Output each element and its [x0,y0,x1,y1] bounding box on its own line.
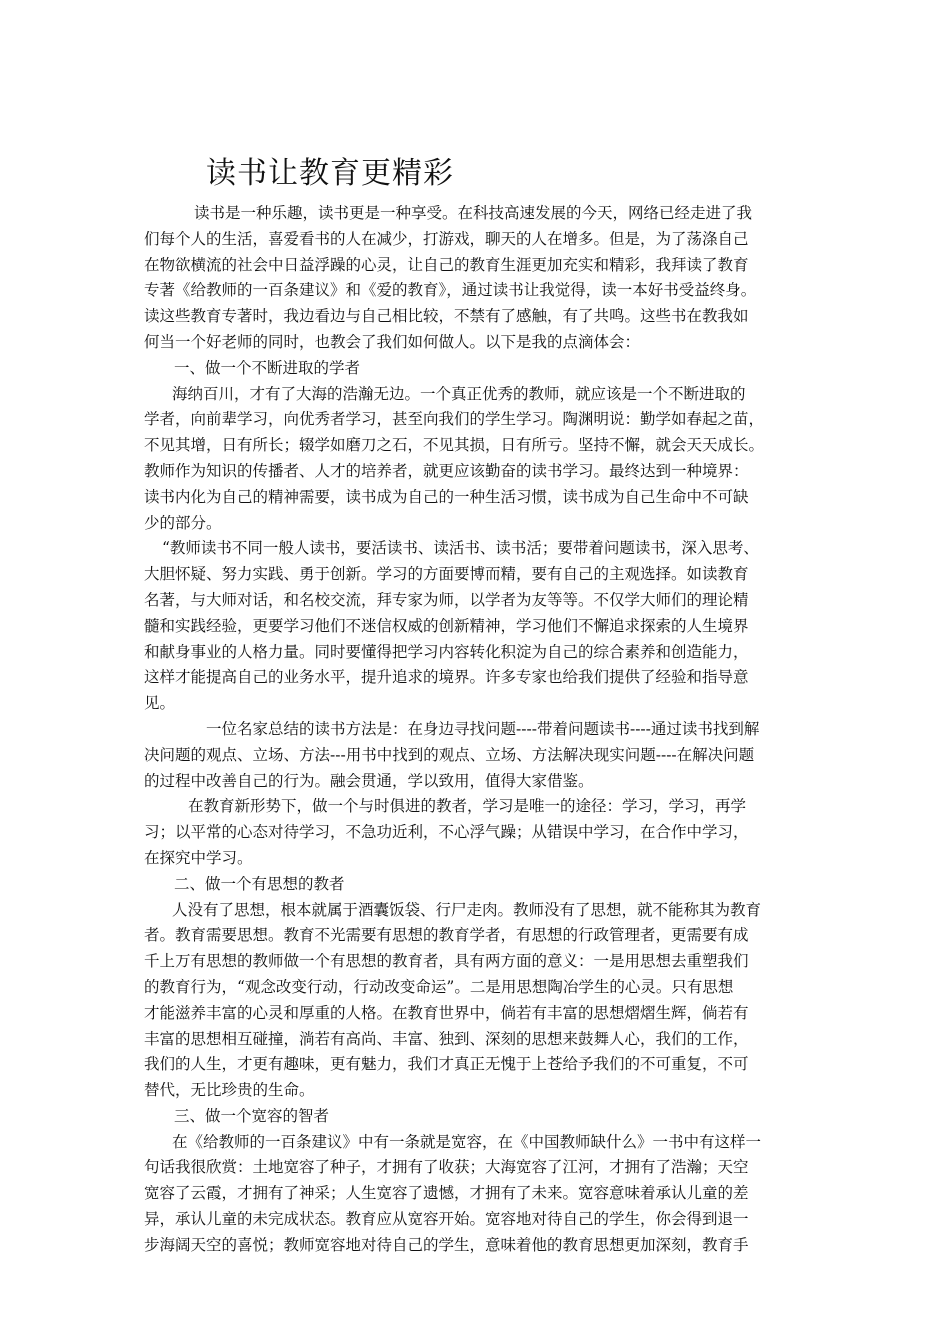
text-line: 二、做一个有思想的教者 [174,874,345,893]
text-line: 宽容了云霞，才拥有了神采；人生宽容了遗憾，才拥有了未来。宽容意味着承认儿童的差 [144,1184,749,1203]
text-line: 见。 [144,694,176,713]
text-line: 者。教育需要思想。教育不光需要有思想的教育学者，有思想的行政管理者，更需要有成 [144,926,749,945]
text-line: 专著《给教师的一百条建议》和《爱的教育》，通过读书让我觉得，读一本好书受益终身。 [144,281,757,300]
text-line: 学者，向前辈学习，向优秀者学习，甚至向我们的学生学习。陶渊明说：勤学如春起之苗， [144,410,765,429]
text-line: 们每个人的生活，喜爱看书的人在减少，打游戏，聊天的人在增多。但是，为了荡涤自己 [144,229,749,248]
text-line: 的教育行为，“观念改变行动，行动改变命运”。二是用思想陶冶学生的心灵。只有思想 [144,977,734,996]
text-line: 丰富的思想相互碰撞，淌若有高尚、丰富、独到、深刻的思想来鼓舞人心，我们的工作， [144,1029,749,1048]
document-body [144,201,808,1259]
text-line: 一、做一个不断进取的学者 [174,358,361,377]
text-line: 髓和实践经验，更要学习他们不迷信权威的创新精神，学习他们不懈追求探索的人生境界 [144,616,749,635]
text-line: 决问题的观点、立场、方法---用书中找到的观点、立场、方法解决现实问题----在解决问题 [144,745,755,764]
text-line: “教师读书不同一般人读书，要活读书、读活书、读书活；要带着问题读书，深入思考、 [162,539,759,558]
text-line: 这样才能提高自己的业务水平，提升追求的境界。许多专家也给我们提供了经验和指导意 [144,668,749,687]
text-line: 习；以平常的心态对待学习，不急功近利，不心浮气躁；从错误中学习，在合作中学习， [144,823,749,842]
text-line: 才能滋养丰富的心灵和厚重的人格。在教育世界中，倘若有丰富的思想熠熠生辉，倘若有 [144,1003,749,1022]
text-line: 句话我很欣赏：土地宽容了种子，才拥有了收获；大海宽容了江河，才拥有了浩瀚；天空 [144,1158,749,1177]
text-line: 海纳百川，才有了大海的浩瀚无边。一个真正优秀的教师，就应该是一个不断进取的 [172,384,746,403]
text-line: 何当一个好老师的同时，也教会了我们如何做人。以下是我的点滴体会： [144,332,641,351]
document-title: 读书让教育更精彩 [206,156,454,191]
text-line: 千上万有思想的教师做一个有思想的教育者，具有两方面的意义：一是用思想去重塑我们 [144,952,749,971]
text-line: 大胆怀疑、努力实践、勇于创新。学习的方面要博而精，要有自己的主观选择。如读教育 [144,565,749,584]
text-line: 名著，与大师对话，和名校交流，拜专家为师，以学者为友等等。不仅学大师们的理论精 [144,590,749,609]
text-line: 在物欲横流的社会中日益浮躁的心灵，让自己的教育生涯更加充实和精彩，我拜读了教育 [144,255,749,274]
text-line: 和献身事业的人格力量。同时要懂得把学习内容转化积淀为自己的综合素养和创造能力， [144,642,749,661]
text-line: 一位名家总结的读书方法是：在身边寻找问题----带着问题读书----通过读书找到解 [206,719,760,738]
text-line: 三、做一个宽容的智者 [174,1106,330,1125]
text-line: 在探究中学习。 [144,848,253,867]
text-line: 在教育新形势下，做一个与时俱进的教者，学习是唯一的途径：学习，学习，再学 [188,797,747,816]
text-line: 不见其增，日有所长；辍学如磨刀之石，不见其损，日有所亏。坚持不懈，就会天天成长。 [144,436,765,455]
text-line: 教师作为知识的传播者、人才的培养者，就更应该勤奋的读书学习。最终达到一种境界： [144,461,749,480]
text-line: 我们的人生，才更有趣味，更有魅力，我们才真正无愧于上苍给予我们的不可重复，不可 [144,1055,749,1074]
text-line: 读这些教育专著时，我边看边与自己相比较，不禁有了感触，有了共鸣。这些书在教我如 [144,307,749,326]
text-line: 读书是一种乐趣，读书更是一种享受。在科技高速发展的今天，网络已经走进了我 [194,204,753,222]
text-line: 在《给教师的一百条建议》中有一条就是宽容，在《中国教师缺什么》一书中有这样一 [172,1132,762,1151]
text-line: 的过程中改善自己的行为。融会贯通，学以致用，值得大家借鉴。 [144,771,594,790]
text-line: 步海阔天空的喜悦；教师宽容地对待自己的学生，意味着他的教育思想更加深刻，教育手 [144,1235,749,1254]
text-line: 异，承认儿童的未完成状态。教育应从宽容开始。宽容地对待自己的学生，你会得到退一 [144,1210,749,1229]
text-line: 少的部分。 [144,513,222,532]
text-line: 替代，无比珍贵的生命。 [144,1081,315,1100]
text-line: 读书内化为自己的精神需要，读书成为自己的一种生活习惯，读书成为自己生命中不可缺 [144,487,749,506]
text-line: 人没有了思想，根本就属于酒囊饭袋、行尸走肉。教师没有了思想，就不能称其为教育 [172,900,762,919]
